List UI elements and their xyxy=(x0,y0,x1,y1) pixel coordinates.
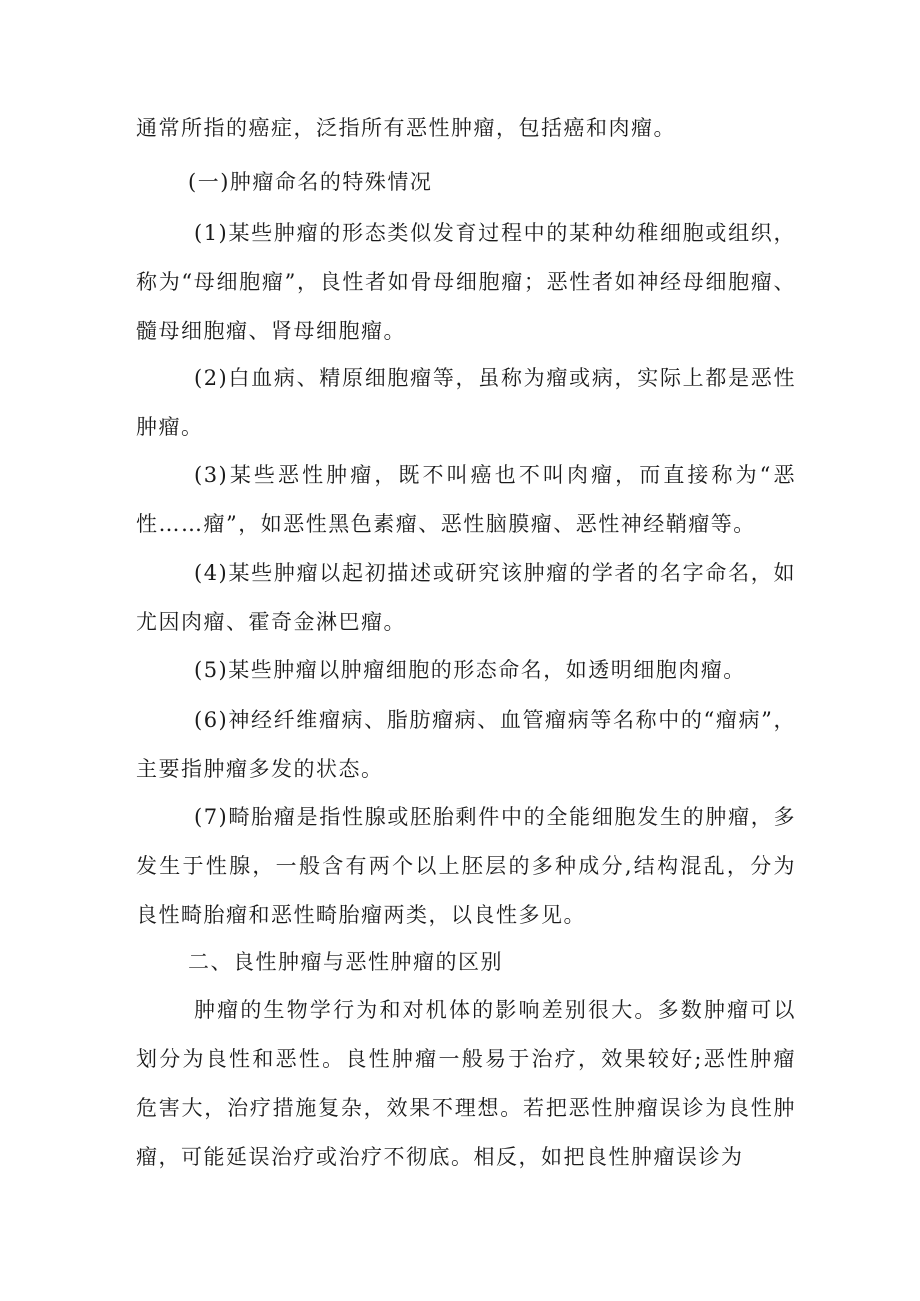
paragraph-item-7: (7)畸胎瘤是指性腺或胚胎剩件中的全能细胞发生的肿瘤，多发生于性腺，一般含有两个以上胚层的多种成分,结构混乱，分为良性畸胎瘤和恶性畸胎瘤两类，以良性多见。 xyxy=(136,805,796,927)
paragraph-item-3: (3)某些恶性肿瘤，既不叫癌也不叫肉瘤，而直接称为“恶性……瘤”，如恶性黑色素瘤、恶性脑膜瘤、恶性神经鞘瘤等。 xyxy=(136,463,796,536)
section-heading-special-naming: (一)肿瘤命名的特殊情况 xyxy=(188,170,433,194)
paragraph-item-2: (2)白血病、精原细胞瘤等，虽称为瘤或病，实际上都是恶性肿瘤。 xyxy=(136,366,796,439)
paragraph-continuation: 通常所指的癌症，泛指所有恶性肿瘤，包括癌和肉瘤。 xyxy=(136,116,676,140)
paragraph-item-6: (6)神经纤维瘤病、脂肪瘤病、血管瘤病等名称中的“瘤病”，主要指肿瘤多发的状态。 xyxy=(136,708,796,781)
paragraph-benign-malignant-difference: 肿瘤的生物学行为和对机体的影响差别很大。多数肿瘤可以划分为良性和恶性。良性肿瘤一般易于治疗，效果较好;恶性肿瘤危害大，治疗措施复杂，效果不理想。若把恶性肿瘤误诊为良性肿瘤，可能延误治疗或治疗不彻底。相反，如把良性肿瘤误诊为 xyxy=(136,998,796,1169)
paragraph-item-4: (4)某些肿瘤以起初描述或研究该肿瘤的学者的名字命名，如尤因肉瘤、霍奇金淋巴瘤。 xyxy=(136,561,796,634)
paragraph-item-5: (5)某些肿瘤以肿瘤细胞的形态命名，如透明细胞肉瘤。 xyxy=(194,658,746,682)
paragraph-item-1: (1)某些肿瘤的形态类似发育过程中的某种幼稚细胞或组织，称为“母细胞瘤”，良性者如骨母细胞瘤；恶性者如神经母细胞瘤、髓母细胞瘤、肾母细胞瘤。 xyxy=(136,221,796,343)
section-heading-benign-vs-malignant: 二、良性肿瘤与恶性肿瘤的区别 xyxy=(188,950,503,974)
